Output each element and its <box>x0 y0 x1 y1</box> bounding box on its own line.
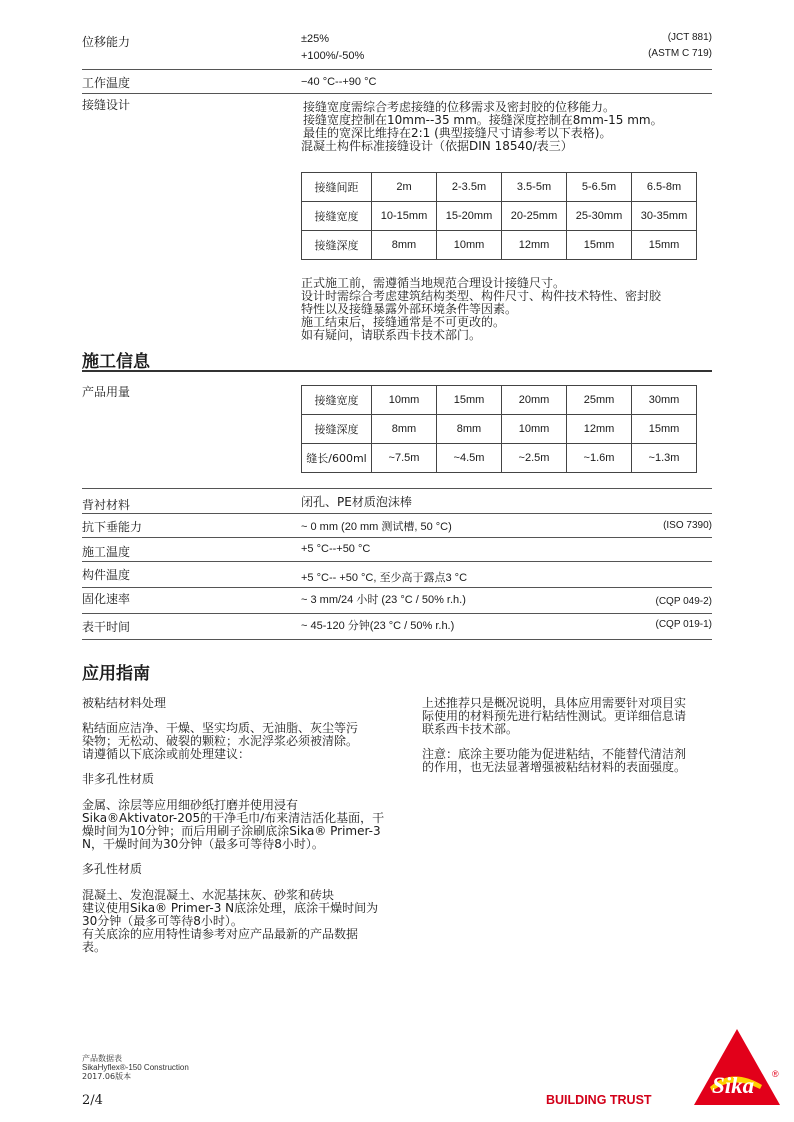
skin-time-value: ~ 45-120 分钟(23 °C / 50% r.h.) <box>301 620 455 632</box>
table-cell: 2m <box>372 173 437 202</box>
backing-value: 闭孔、PE材质泡沫棒 <box>301 495 412 509</box>
footer-version: 2017.06版本 <box>82 1072 132 1081</box>
table-cell: 接缝宽度 <box>302 386 372 415</box>
paragraph <box>422 748 722 774</box>
divider <box>82 69 712 70</box>
divider <box>82 537 712 538</box>
text-line: N，干燥时间为30分钟（最多可等待8小时）。 <box>82 837 324 851</box>
divider <box>82 561 712 562</box>
divider <box>82 613 712 614</box>
consumption-table <box>301 385 697 473</box>
table-cell: 15mm <box>437 386 502 415</box>
application-temp-value: +5 °C--+50 °C <box>301 543 371 555</box>
text-line: Sika®Aktivator-205的干净毛巾/布来清洁活化基面，干 <box>82 811 385 825</box>
guide-left-column <box>82 697 402 966</box>
paragraph <box>82 889 402 954</box>
table-cell: 10-15mm <box>372 202 437 231</box>
building-trust-slogan: BUILDING TRUST <box>546 1093 652 1107</box>
table-cell: 12mm <box>567 415 632 444</box>
text-line: 际使用的材料预先进行粘结性测试。更详细信息请 <box>422 709 687 723</box>
table-cell: 25-30mm <box>567 202 632 231</box>
section-divider <box>82 370 712 372</box>
table-cell: 15-20mm <box>437 202 502 231</box>
table-cell: 接缝宽度 <box>302 202 372 231</box>
text-line: 粘结面应洁净、干燥、坚实均质、无油脂、灰尘等污 <box>82 721 359 735</box>
table-cell: 10mm <box>437 231 502 260</box>
page-number: 2/4 <box>82 1093 103 1108</box>
table-row <box>302 202 697 231</box>
footer-doc-type: 产品数据表 <box>82 1054 122 1063</box>
paragraph <box>82 799 402 851</box>
cure-rate-label: 固化速率 <box>82 592 131 606</box>
joint-note: 施工结束后，接缝通常是不可更改的。 <box>301 315 506 329</box>
divider <box>82 639 712 640</box>
sag-value: ~ 0 mm (20 mm 测试槽, 50 °C) <box>301 521 452 533</box>
joint-note: 正式施工前，需遵循当地规范合理设计接缝尺寸。 <box>301 276 566 290</box>
divider <box>82 93 712 94</box>
table-cell: 30-35mm <box>632 202 697 231</box>
cure-rate-value: ~ 3 mm/24 小时 (23 °C / 50% r.h.) <box>301 594 466 606</box>
joint-line: 接缝宽度控制在10mm--35 mm。接缝深度控制在8mm-15 mm。 <box>303 113 663 127</box>
table-row <box>302 415 697 444</box>
application-temp-label: 施工温度 <box>82 545 131 559</box>
subheading-non-porous: 非多孔性材质 <box>82 772 155 786</box>
table-cell: 15mm <box>632 415 697 444</box>
guide-right-column <box>422 697 722 786</box>
text-line: 有关底涂的应用特性请参考对应产品最新的产品数据 <box>82 927 359 941</box>
movement-standard-1: (JCT 881) <box>667 32 712 43</box>
divider <box>82 488 712 489</box>
service-temp-value: −40 °C--+90 °C <box>301 76 377 88</box>
table-cell: 15mm <box>567 231 632 260</box>
paragraph <box>422 697 722 736</box>
table-row <box>302 444 697 473</box>
subheading-substrate-prep: 被粘结材料处理 <box>82 696 167 710</box>
text-line: 上述推荐只是概况说明，具体应用需要针对项目实 <box>422 696 687 710</box>
table-cell: 10mm <box>502 415 567 444</box>
table-cell: 2-3.5m <box>437 173 502 202</box>
table-row <box>302 386 697 415</box>
text-line: 燥时间为10分钟；而后用刷子涂刷底涂Sika® Primer-3 <box>82 824 381 838</box>
table-cell: 接缝深度 <box>302 415 372 444</box>
text-line: 联系西卡技术部。 <box>422 722 519 736</box>
divider <box>82 587 712 588</box>
table-row <box>302 231 697 260</box>
table-cell: 20mm <box>502 386 567 415</box>
backing-label: 背衬材料 <box>82 498 131 512</box>
section-title-application-guide: 应用指南 <box>82 664 150 684</box>
table-cell: 8mm <box>372 415 437 444</box>
table-cell: 8mm <box>437 415 502 444</box>
service-temp-label: 工作温度 <box>82 76 131 90</box>
table-row <box>302 173 697 202</box>
text-line: 注意：底涂主要功能为促进粘结，不能替代清洁剂 <box>422 747 687 761</box>
usage-label: 产品用量 <box>82 385 131 399</box>
section-title-application-info: 施工信息 <box>82 352 150 372</box>
joint-line: 最佳的宽深比维持在2:1 (典型接缝尺寸请参考以下表格)。 <box>303 126 612 140</box>
table-cell: ~1.3m <box>632 444 697 473</box>
cure-rate-standard: (CQP 049-2) <box>655 596 712 607</box>
table-cell: 6.5-8m <box>632 173 697 202</box>
text-line: 请遵循以下底涂或前处理建议： <box>82 747 251 761</box>
skin-time-label: 表干时间 <box>82 620 131 634</box>
movement-value-2: +100%/-50% <box>301 50 365 62</box>
table-cell: 接缝深度 <box>302 231 372 260</box>
joint-line: 混凝土构件标准接缝设计（依据DIN 18540/表三） <box>301 139 573 153</box>
joint-design-text <box>301 101 663 153</box>
table-cell: 30mm <box>632 386 697 415</box>
svg-text:®: ® <box>772 1069 779 1079</box>
movement-label: 位移能力 <box>82 35 131 49</box>
table-cell: 缝长/600ml <box>302 444 372 473</box>
joint-dimension-table <box>301 172 697 260</box>
text-line: 的作用，也无法显著增强被粘结材料的表面强度。 <box>422 760 687 774</box>
divider <box>82 513 712 514</box>
table-cell: ~1.6m <box>567 444 632 473</box>
table-cell: 3.5-5m <box>502 173 567 202</box>
paragraph <box>82 722 402 761</box>
substrate-temp-value: +5 °C-- +50 °C, 至少高于露点3 °C <box>301 572 468 584</box>
joint-note: 设计时需综合考虑建筑结构类型、构件尺寸、构件技术特性、密封胶 <box>301 289 662 303</box>
table-cell: 12mm <box>502 231 567 260</box>
skin-time-standard: (CQP 019-1) <box>655 619 712 630</box>
table-cell: ~2.5m <box>502 444 567 473</box>
substrate-temp-label: 构件温度 <box>82 568 131 582</box>
table-cell: 25mm <box>567 386 632 415</box>
table-cell: 15mm <box>632 231 697 260</box>
subheading-porous: 多孔性材质 <box>82 862 143 876</box>
table-cell: 5-6.5m <box>567 173 632 202</box>
sag-standard: (ISO 7390) <box>663 520 712 531</box>
footer-product-name: SikaHyflex®-150 Construction <box>82 1063 189 1072</box>
joint-notes <box>301 277 661 342</box>
text-line: 染物；无松动、破裂的颗粒；水泥浮浆必须被清除。 <box>82 734 359 748</box>
text-line: 金属、涂层等应用细砂纸打磨并使用浸有 <box>82 798 299 812</box>
text-line: 表。 <box>82 940 107 954</box>
joint-note: 如有疑问，请联系西卡技术部门。 <box>301 328 482 342</box>
movement-value-1: ±25% <box>301 33 330 45</box>
table-cell: 接缝间距 <box>302 173 372 202</box>
text-line: 建议使用Sika® Primer-3 N底涂处理，底涂干燥时间为 <box>82 901 379 915</box>
sika-logo <box>692 1027 782 1107</box>
sag-label: 抗下垂能力 <box>82 520 143 534</box>
text-line: 混凝土、发泡混凝土、水泥基抹灰、砂浆和砖块 <box>82 888 335 902</box>
table-cell: 20-25mm <box>502 202 567 231</box>
footer-doc-info <box>82 1054 189 1081</box>
table-cell: 10mm <box>372 386 437 415</box>
table-cell: ~7.5m <box>372 444 437 473</box>
movement-standard-2: (ASTM C 719) <box>648 48 712 59</box>
table-cell: 8mm <box>372 231 437 260</box>
text-line: 30分钟（最多可等待8小时）。 <box>82 914 243 928</box>
joint-note: 特性以及接缝暴露外部环境条件等因素。 <box>301 302 518 316</box>
joint-design-label: 接缝设计 <box>82 98 131 112</box>
joint-line: 接缝宽度需综合考虑接缝的位移需求及密封胶的位移能力。 <box>303 100 616 114</box>
sika-logo-wordmark: Sika <box>712 1073 755 1098</box>
table-cell: ~4.5m <box>437 444 502 473</box>
